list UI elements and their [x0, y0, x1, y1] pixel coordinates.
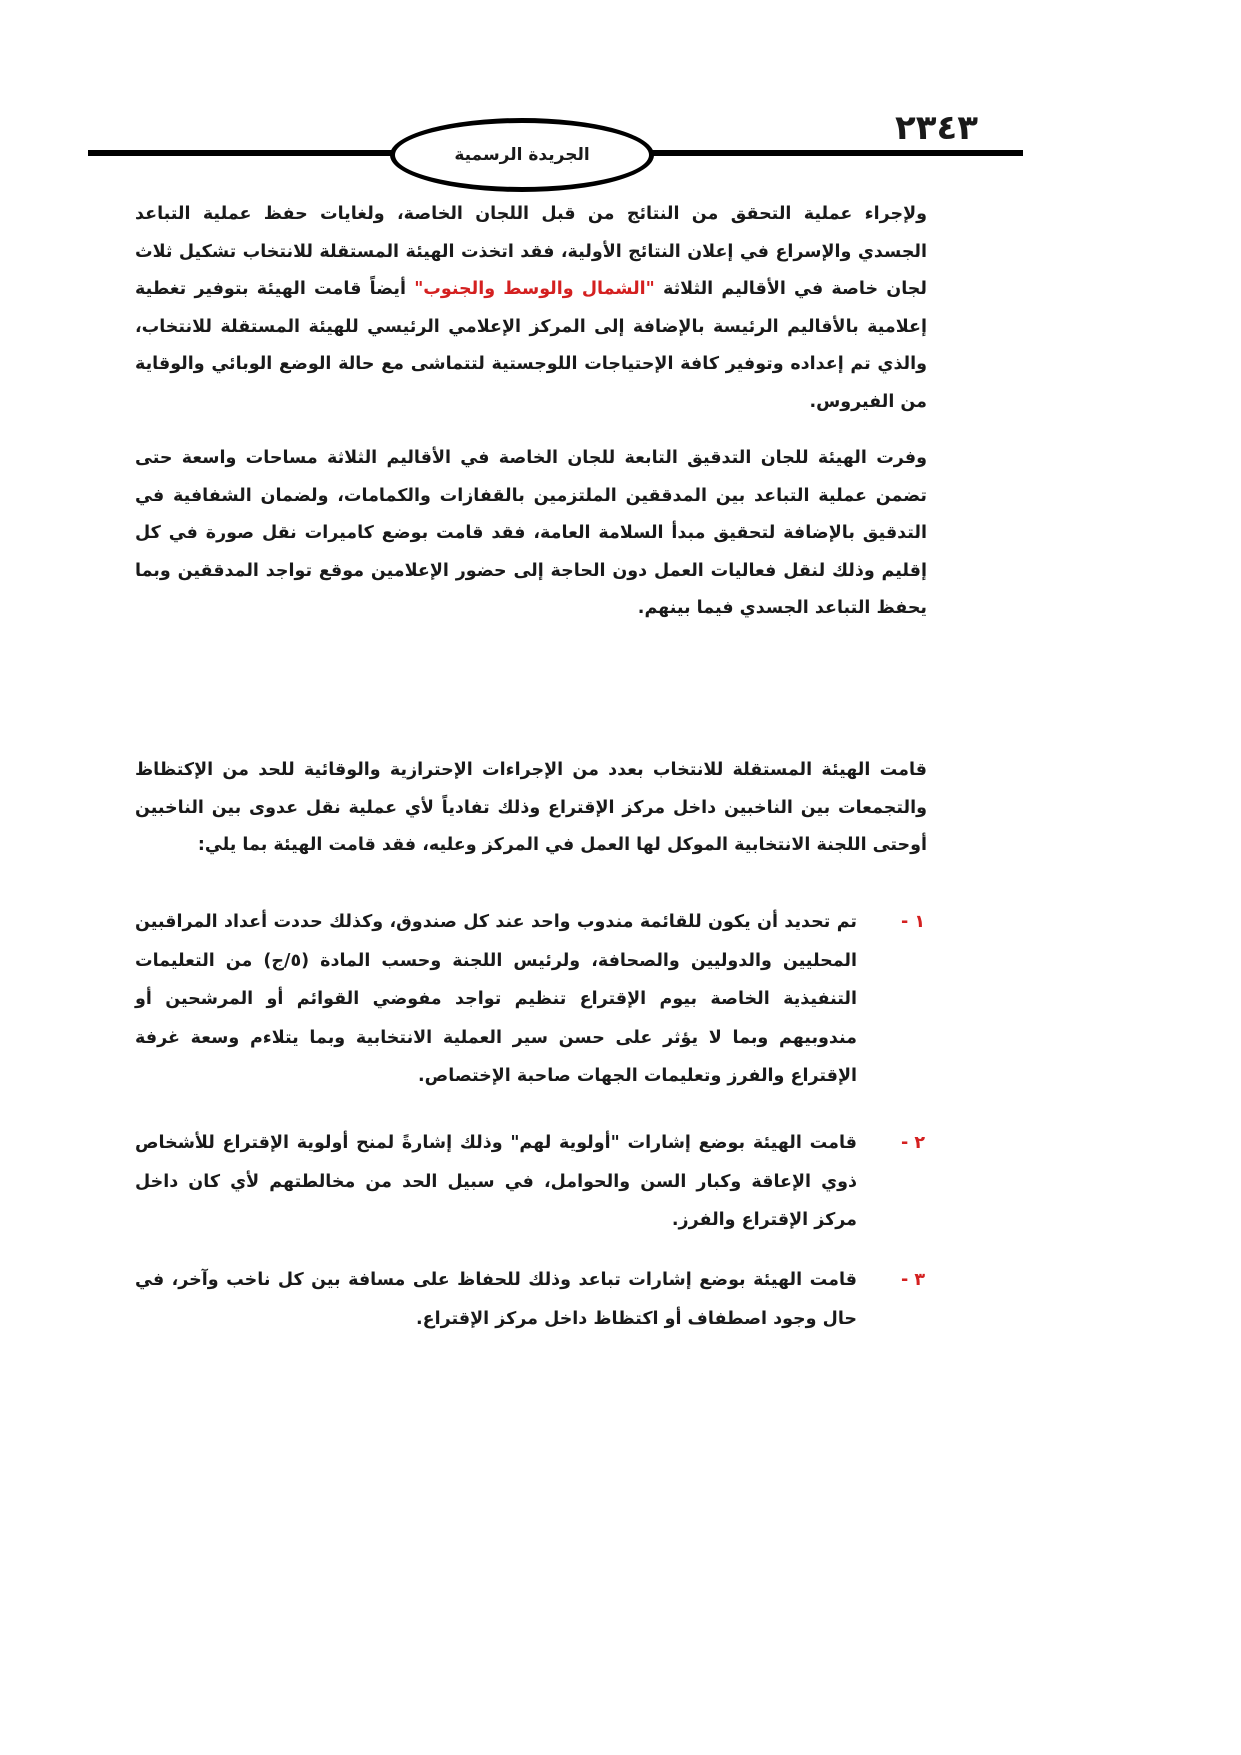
list-item: [135, 1124, 925, 1240]
list-number: ١ -: [900, 912, 925, 932]
regions-highlight: "الشمال والوسط والجنوب": [414, 279, 655, 299]
list-text: قامت الهيئة بوضع إشارات "أولوية لهم" وذلك إشارةً لمنح أولوية الإقتراع للأشخاص ذوي الإعاقة وكبار السن والحوامل، في سبيل الحد من مخالطتهم لأي كان داخل مركز الإقتراع والفرز.: [135, 1133, 857, 1230]
list-text: تم تحديد أن يكون للقائمة مندوب واحد عند كل صندوق، وكذلك حددت أعداد المراقبين المحليين والدوليين والصحافة، ولرئيس اللجنة وحسب المادة (٥/ج) من التعليمات التنفيذية الخاصة بيوم الإقتراع تنظيم تواجد مفوضي القوائم أو المرشحين أو مندوبيهم وبما لا يؤثر على حسن سير العملية الانتخابية وبما يتلاءم وسعة غرفة الإقتراع والفرز وتعليمات الجهات صاحبة الإختصاص.: [135, 912, 857, 1086]
paragraph-1: [135, 196, 927, 421]
list-text: قامت الهيئة بوضع إشارات تباعد وذلك للحفاظ على مسافة بين كل ناخب وآخر، في حال وجود اصطفاف أو اكتظاظ داخل مركز الإقتراع.: [135, 1270, 857, 1329]
paragraph-1-text-start: ولإجراء عملية التحقق من النتائج من قبل اللجان الخاصة، ولغايات حفظ عملية التباعد الجسدي والإسراع في إعلان النتائج الأولية، فقد اتخذت الهيئة المستقلة للانتخاب تشكيل ثلاث لجان خاصة في الأقاليم الثلاثة: [135, 204, 927, 299]
page-number: ٢٣٤٣: [895, 108, 979, 148]
list-number: ٣ -: [900, 1270, 925, 1290]
masthead-oval: [390, 118, 654, 192]
paragraph-1-text-end: أيضاً قامت الهيئة بتوفير تغطية إعلامية بالأقاليم الرئيسة بالإضافة إلى المركز الإعلامي الرئيسي للهيئة المستقلة للانتخاب، والذي تم إعداده وتوفير كافة الإحتياجات اللوجستية لتتماشى مع حالة الوضع الوبائي والوقاية من الفيروس.: [135, 279, 927, 412]
list-item: [135, 1261, 925, 1338]
gazette-title: الجريدة الرسمية: [454, 145, 590, 165]
paragraph-2: وفرت الهيئة للجان التدقيق التابعة للجان الخاصة في الأقاليم الثلاثة مساحات واسعة حتى تضمن عملية التباعد بين المدققين الملتزمين بالقفازات والكمامات، ولضمان الشفافية في التدقيق بالإضافة لتحقيق مبدأ السلامة العامة، فقد قامت بوضع كاميرات نقل صورة في كل إقليم وذلك لنقل فعاليات العمل دون الحاجة إلى حضور الإعلامين موقع تواجد المدققين وبما يحفظ التباعد الجسدي فيما بينهم.: [135, 448, 927, 618]
list-item: [135, 903, 925, 1096]
paragraph-3: قامت الهيئة المستقلة للانتخاب بعدد من الإجراءات الإحترازية والوقائية للحد من الإكتظاظ والتجمعات بين الناخبين داخل مركز الإقتراع وذلك تفادياً لأي عملية نقل عدوى بين الناخبين أوحتى اللجنة الانتخابية الموكل لها العمل في المركز وعليه، فقد قامت الهيئة بما يلي:: [135, 760, 927, 855]
list-number: ٢ -: [900, 1133, 925, 1153]
